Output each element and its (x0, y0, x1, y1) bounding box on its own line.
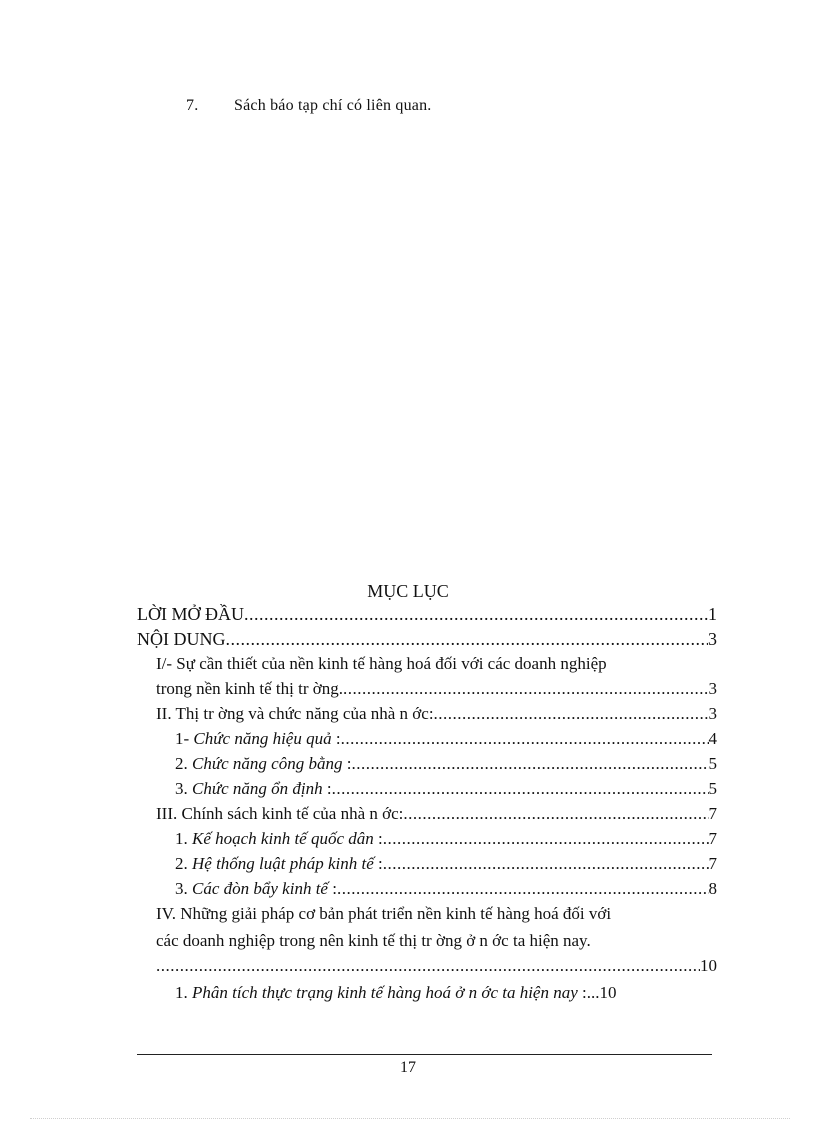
reference-item-7 (186, 97, 432, 115)
toc-entry-page: 4 (708, 729, 717, 748)
toc-entry-noi-dung (137, 629, 717, 650)
toc-entry-suffix: : (326, 779, 332, 798)
toc-dot-leader (383, 854, 709, 874)
toc-entry-page: 7 (708, 854, 717, 873)
toc-dot-leader (351, 754, 708, 774)
toc-entry-prefix: 2. (175, 754, 192, 773)
toc-entry-label (175, 983, 600, 1003)
page-number: 17 (400, 1059, 416, 1076)
reference-number: 7. (186, 97, 199, 114)
toc-entry-title: Chức năng ổn định (192, 779, 327, 798)
toc-entry-prefix: 1. (175, 983, 192, 1002)
toc-entry-label (175, 729, 341, 749)
toc-dot-leader (337, 879, 709, 899)
toc-entry-page: 8 (708, 879, 717, 898)
toc-entry-section-4-line1: IV. Những giải pháp cơ bản phát triển nền kinh tế hàng hoá đối với (156, 904, 612, 923)
toc-entry-suffix: : (335, 729, 341, 748)
toc-entry-title: Hệ thống luật pháp kinh tế (192, 854, 379, 873)
toc-entry-suffix: : (378, 854, 383, 873)
toc-entry-suffix: :... (582, 983, 600, 1002)
toc-entry-4-1 (175, 983, 717, 1003)
toc-dot-leader (434, 704, 709, 724)
toc-entry-label: LỜI MỞ ĐẦU (137, 604, 244, 624)
toc-title: MỤC LỤC (367, 581, 449, 601)
toc-entry-page: 3 (708, 629, 717, 649)
toc-entry-section-3 (156, 804, 717, 824)
toc-entry-page: 10 (700, 956, 717, 975)
toc-entry-label (175, 879, 337, 899)
footer-rule (137, 1054, 712, 1055)
toc-entry-page: 5 (708, 754, 717, 773)
toc-dot-leader (156, 956, 700, 976)
toc-entry-prefix: 3. (175, 779, 192, 798)
toc-entry-title: Chức năng hiệu quả (193, 729, 336, 748)
toc-entry-label (175, 854, 383, 874)
toc-entry-3-3 (175, 879, 717, 899)
toc-entry-title: Các đòn bẩy kinh tế (192, 879, 333, 898)
toc-entry-page: 7 (708, 829, 717, 848)
toc-entry-section-2 (156, 704, 717, 724)
toc-entry-label: trong nền kinh tế thị tr ờng. (156, 679, 343, 698)
toc-entry-section-4-line2: các doanh nghiệp trong nên kinh tế thị tr ờng ở n ớc ta hiện nay. (156, 931, 591, 950)
toc-entry-title: Chức năng công bằng (192, 754, 347, 773)
toc-entry-loi-mo-dau (137, 604, 717, 625)
toc-entry-2-3 (175, 779, 717, 799)
toc-entry-section-1-line1: I/- Sự cần thiết của nền kinh tế hàng hoá đối với các doanh nghiệp (156, 654, 607, 673)
toc-entry-prefix: 3. (175, 879, 192, 898)
toc-dot-leader (341, 729, 709, 749)
toc-entry-label: NỘI DUNG (137, 629, 226, 649)
page-bottom-dotted-border (30, 1118, 790, 1119)
reference-text: Sách báo tạp chí có liên quan. (234, 97, 432, 114)
toc-entry-page: 1 (708, 604, 717, 624)
toc-entry-3-1 (175, 829, 717, 849)
toc-entry-label (175, 779, 332, 799)
toc-dot-leader (332, 779, 709, 799)
toc-dot-leader (403, 804, 708, 824)
toc-entry-label: II. Thị tr ờng và chức năng của nhà n ớc: (156, 704, 434, 723)
toc-entry-2-1 (175, 729, 717, 749)
toc-entry-prefix: 2. (175, 854, 192, 873)
toc-entry-suffix: : (332, 879, 337, 898)
toc-entry-label: III. Chính sách kinh tế của nhà n ớc: (156, 804, 404, 823)
toc-entry-page: 7 (708, 804, 717, 823)
toc-entry-label (175, 829, 383, 849)
toc-entry-title: Phân tích thực trạng kinh tế hàng hoá ở n ớc ta hiện nay (192, 983, 583, 1002)
toc-entry-section-4 (156, 956, 717, 976)
toc-entry-page: 5 (708, 779, 717, 798)
toc-entry-page: 3 (708, 679, 717, 698)
toc-entry-3-2 (175, 854, 717, 874)
toc-entry-section-1 (156, 679, 717, 699)
toc-entry-suffix: : (378, 829, 383, 848)
toc-entry-label (175, 754, 351, 774)
toc-entry-suffix: : (346, 754, 352, 773)
toc-entry-prefix: 1. (175, 829, 192, 848)
toc-entry-page: 3 (708, 704, 717, 723)
toc-entry-title: Kế hoạch kinh tế quốc dân (192, 829, 379, 848)
toc-entry-prefix: 1- (175, 729, 194, 748)
toc-dot-leader (244, 604, 708, 625)
toc-entry-page: 10 (599, 983, 617, 1002)
toc-dot-leader (226, 629, 709, 650)
toc-entry-2-2 (175, 754, 717, 774)
toc-dot-leader (343, 679, 709, 699)
toc-dot-leader (383, 829, 709, 849)
